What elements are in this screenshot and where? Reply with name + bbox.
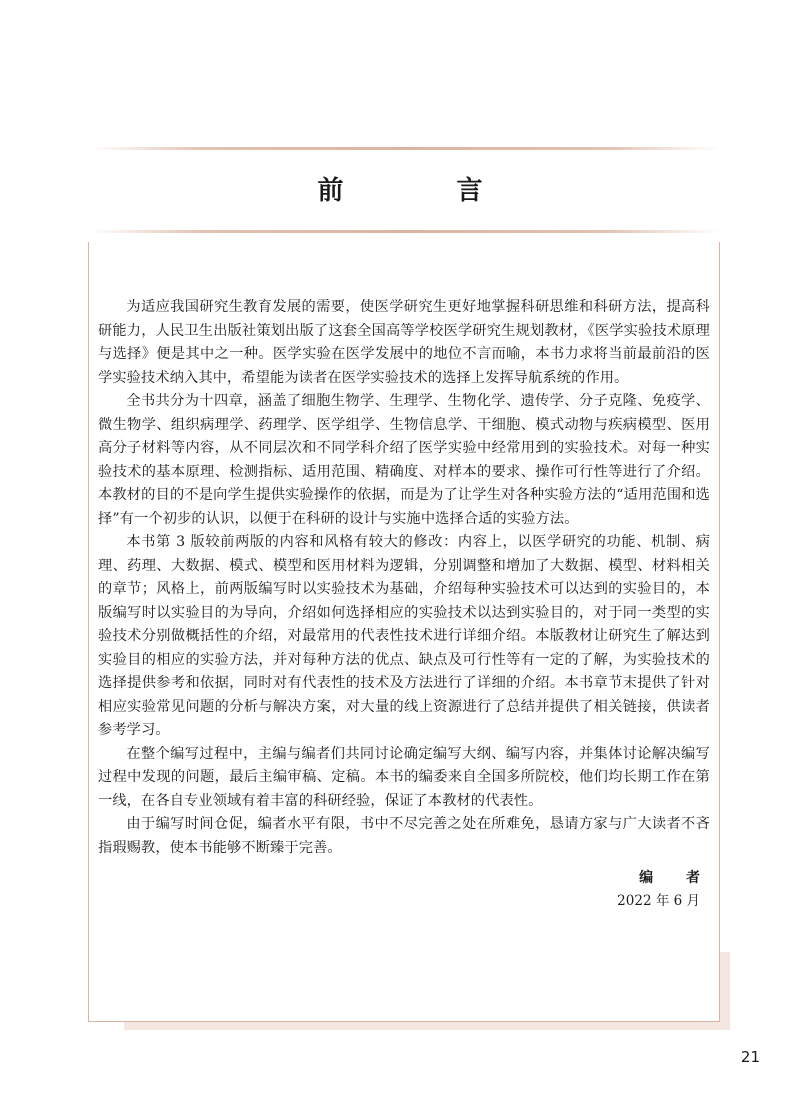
paragraph: 全书共分为十四章，涵盖了细胞生物学、生理学、生物化学、遗传学、分子克隆、免疫学、微生物学、组织病理学、药理学、医学组学、生物信息学、干细胞、模式动物与疾病模型、医用高分子材料等内容，从不同层次和不同学科介绍了医学实验中经常用到的实验技术。对每一种实验技术的基本原理、检测指标、适用范围、精确度、对样本的要求、操作可行性等进行了介绍。本教材的目的不是向学生提供实验操作的依据，而是为了让学生对各种实验方法的“适用范围和选择”有一个初步的认识，以便于在科研的设计与实施中选择合适的实验方法。 <box>98 393 710 527</box>
page-title: 前 言 <box>317 176 535 206</box>
paragraph: 为适应我国研究生教育发展的需要，使医学研究生更好地掌握科研思维和科研方法，提高科研能力，人民卫生出版社策划出版了这套全国高等学校医学研究生规划教材，《医学实验技术原理与选择》便是其中之一种。医学实验在医学发展中的地位不言而喻，本书力求将当前最前沿的医学实验技术纳入其中，希望能为读者在医学实验技术的选择上发挥导航系统的作用。 <box>98 299 710 386</box>
page-number: 21 <box>740 1048 760 1066</box>
title-top-rule <box>90 147 720 150</box>
paragraph: 本书第 3 版较前两版的内容和风格有较大的修改：内容上，以医学研究的功能、机制、病理、药理、大数据、模式、模型和医用材料为逻辑，分别调整和增加了大数据、模型、材料相关的章节；风格上，前两版编写时以实验技术为基础，介绍每种实验技术可以达到的实验目的，本版编写时以实验目的为导向，介绍如何选择相应的实验技术以达到实验目的，对于同一类型的实验技术分别做概括性的介绍，对最常用的代表性技术进行详细介绍。本版教材让研究生了解达到实验目的相应的实验方法，并对每种方法的优点、缺点及可行性等有一定的了解，为实验技术的选择提供参考和依据，同时对有代表性的技术及方法进行了详细的介绍。本书章节末提供了针对相应实验常见问题的分析与解决方案，对大量的线上资源进行了总结并提供了相关链接，供读者参考学习。 <box>98 534 710 738</box>
title-bottom-rule <box>90 230 720 233</box>
preface-body <box>98 296 710 860</box>
paragraph: 由于编写时间仓促，编者水平有限，书中不尽完善之处在所难免，恳请方家与广大读者不吝指瑕赐教，使本书能够不断臻于完善。 <box>98 816 710 856</box>
signature-name: 编 者 <box>639 870 714 886</box>
paragraph: 在整个编写过程中，主编与编者们共同讨论确定编写大纲、编写内容，并集体讨论解决编写过程中发现的问题，最后主编审稿、定稿。本书的编委来自全国多所院校，他们均长期工作在第一线，在各自专业领域有着丰富的科研经验，保证了本教材的代表性。 <box>98 745 710 809</box>
signature-block <box>560 866 714 912</box>
signature-date: 2022 年 6 月 <box>617 893 700 909</box>
